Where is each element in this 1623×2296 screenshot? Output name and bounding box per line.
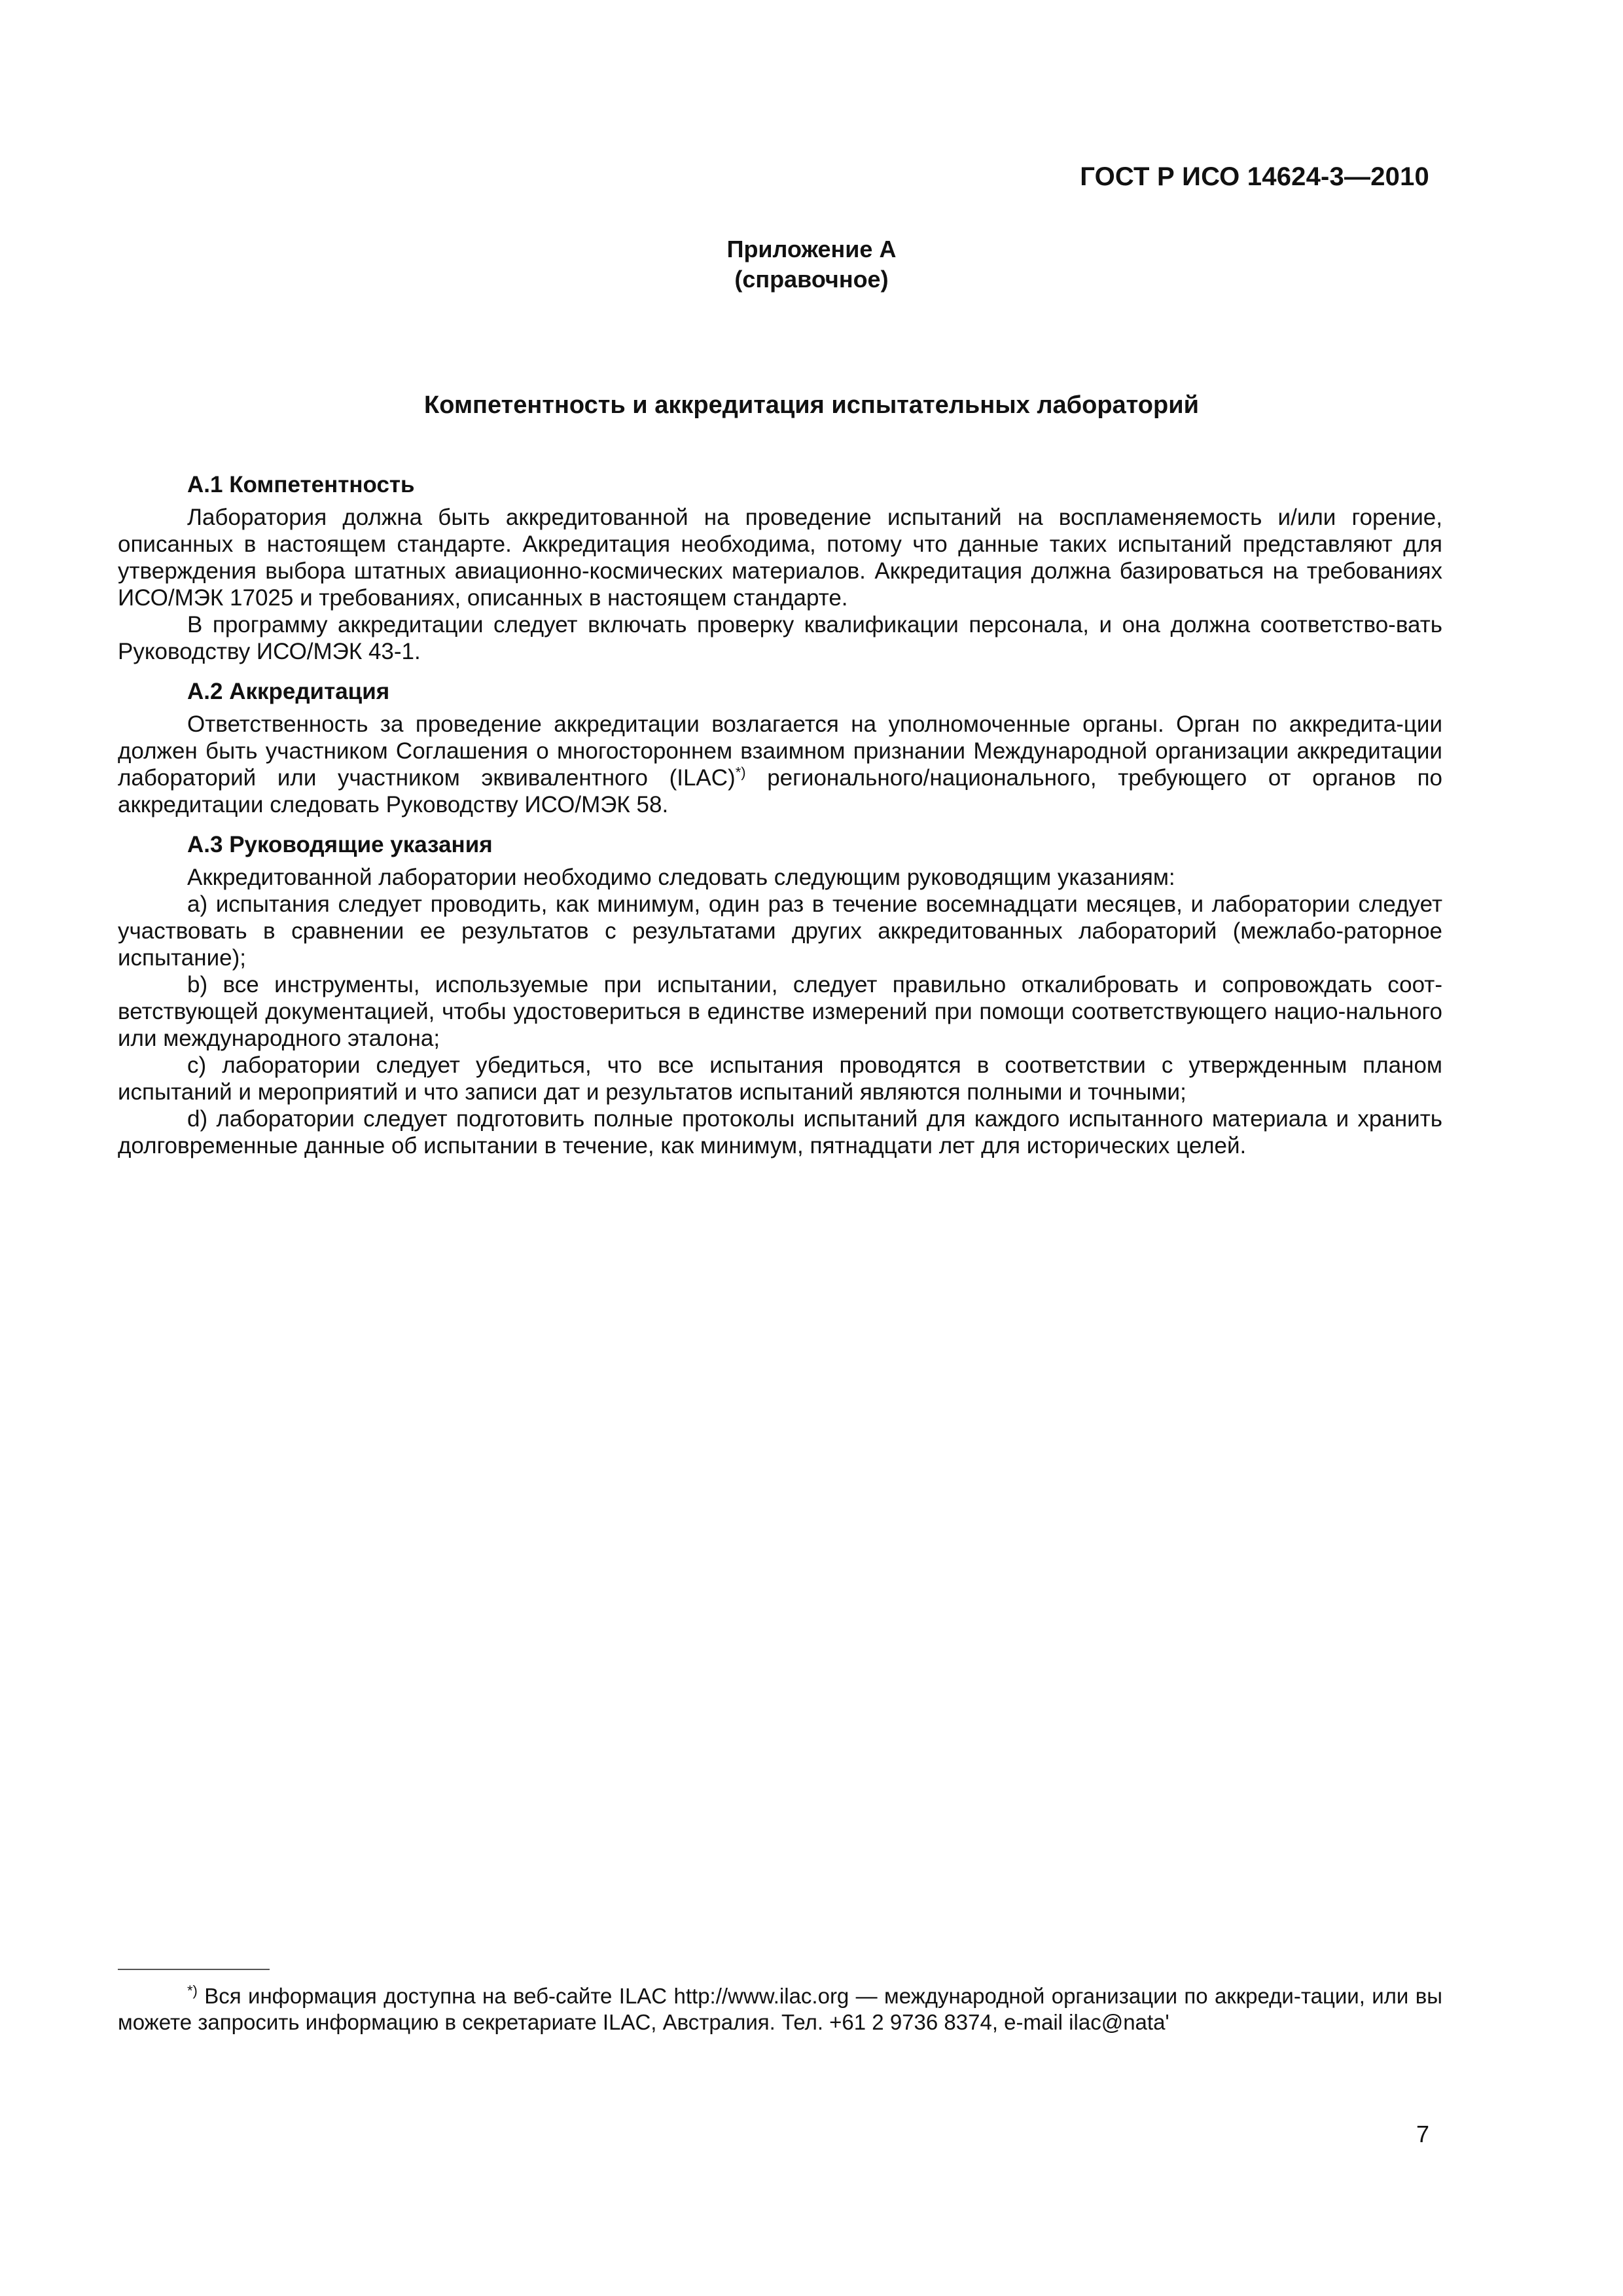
page-number: 7 <box>1416 2121 1429 2147</box>
annex-type: (справочное) <box>734 266 889 293</box>
paragraph: В программу аккредитации следует включать проверку квалификации персонала, и она должна соответство-вать Руководству ИСО/МЭК 43-1. <box>118 612 1442 664</box>
section-heading-a3: А.3 Руководящие указания <box>187 832 493 857</box>
annex-title: Компетентность и аккредитация испытательных лабораторий <box>424 391 1199 419</box>
paragraph-text: Ответственность за проведение аккредитации возлагается на уполномоченные органы. Орган по аккредита-ции должен быть участником Соглашения о многостороннем взаимном признании Международной организации аккредитации лабораторий или участником эквивалентного (ILAC) <box>118 711 1442 791</box>
list-item-a: а) испытания следует проводить, как минимум, один раз в течение восемнадцати месяцев, и лаборатории следует участвовать в сравнении ее результатов с результатами других аккредитованных лабораторий (межлабо-раторное испытание); <box>118 891 1442 971</box>
list-item-c: с) лаборатории следует убедиться, что все испытания проводятся в соответствии с утвержденным планом испытаний и мероприятий и что записи дат и результатов испытаний являются полными и точными; <box>118 1052 1442 1105</box>
footnote-mark: *) <box>187 1982 198 1999</box>
footnote-text: Вся информация доступна на веб-сайте ILAC http://www.ilac.org — международной организации по аккреди-тации, или вы можете запросить информацию в секретариате ILAC, Австралия. Тел. +61 2 9736 8374, e-mail ilac@nata' <box>118 1984 1442 2034</box>
paragraph-text-tail: регионального/национального, требующего от органов по аккредитации следовать Руководству ИСО/МЭК 58. <box>118 765 1442 817</box>
document-body <box>118 471 1442 1159</box>
footnote-reference: *) <box>735 764 746 781</box>
footnote <box>118 1983 1442 2036</box>
section-heading-a1: А.1 Компетентность <box>187 472 415 497</box>
document-code: ГОСТ Р ИСО 14624-3—2010 <box>1080 162 1429 191</box>
list-item-b: b) все инструменты, используемые при испытании, следует правильно откалибровать и сопровождать соот-ветствующей документацией, чтобы удостовериться в единстве измерений при помощи соответствующего нацио-нального или международного эталона; <box>118 972 1442 1051</box>
list-item-d: d) лаборатории следует подготовить полные протоколы испытаний для каждого испытанного материала и хранить долговременные данные об испытании в течение, как минимум, пятнадцати лет для исторических целей. <box>118 1106 1442 1158</box>
annex-label: Приложение А <box>726 236 897 262</box>
section-heading-a2: А.2 Аккредитация <box>187 679 390 704</box>
annex-heading <box>0 234 1623 295</box>
paragraph: Аккредитованной лаборатории необходимо следовать следующим руководящим указаниям: <box>187 865 1175 890</box>
footnote-divider <box>118 1969 270 1970</box>
paragraph <box>118 711 1442 818</box>
paragraph: Лаборатория должна быть аккредитованной на проведение испытаний на воспламеняемость и/или горение, описанных в настоящем стандарте. Аккредитация необходима, потому что данные таких испытаний представляют для утверждения выбора штатных авиационно-космических материалов. Аккредитация должна базироваться на требованиях ИСО/МЭК 17025 и требованиях, описанных в настоящем стандарте. <box>118 505 1442 611</box>
